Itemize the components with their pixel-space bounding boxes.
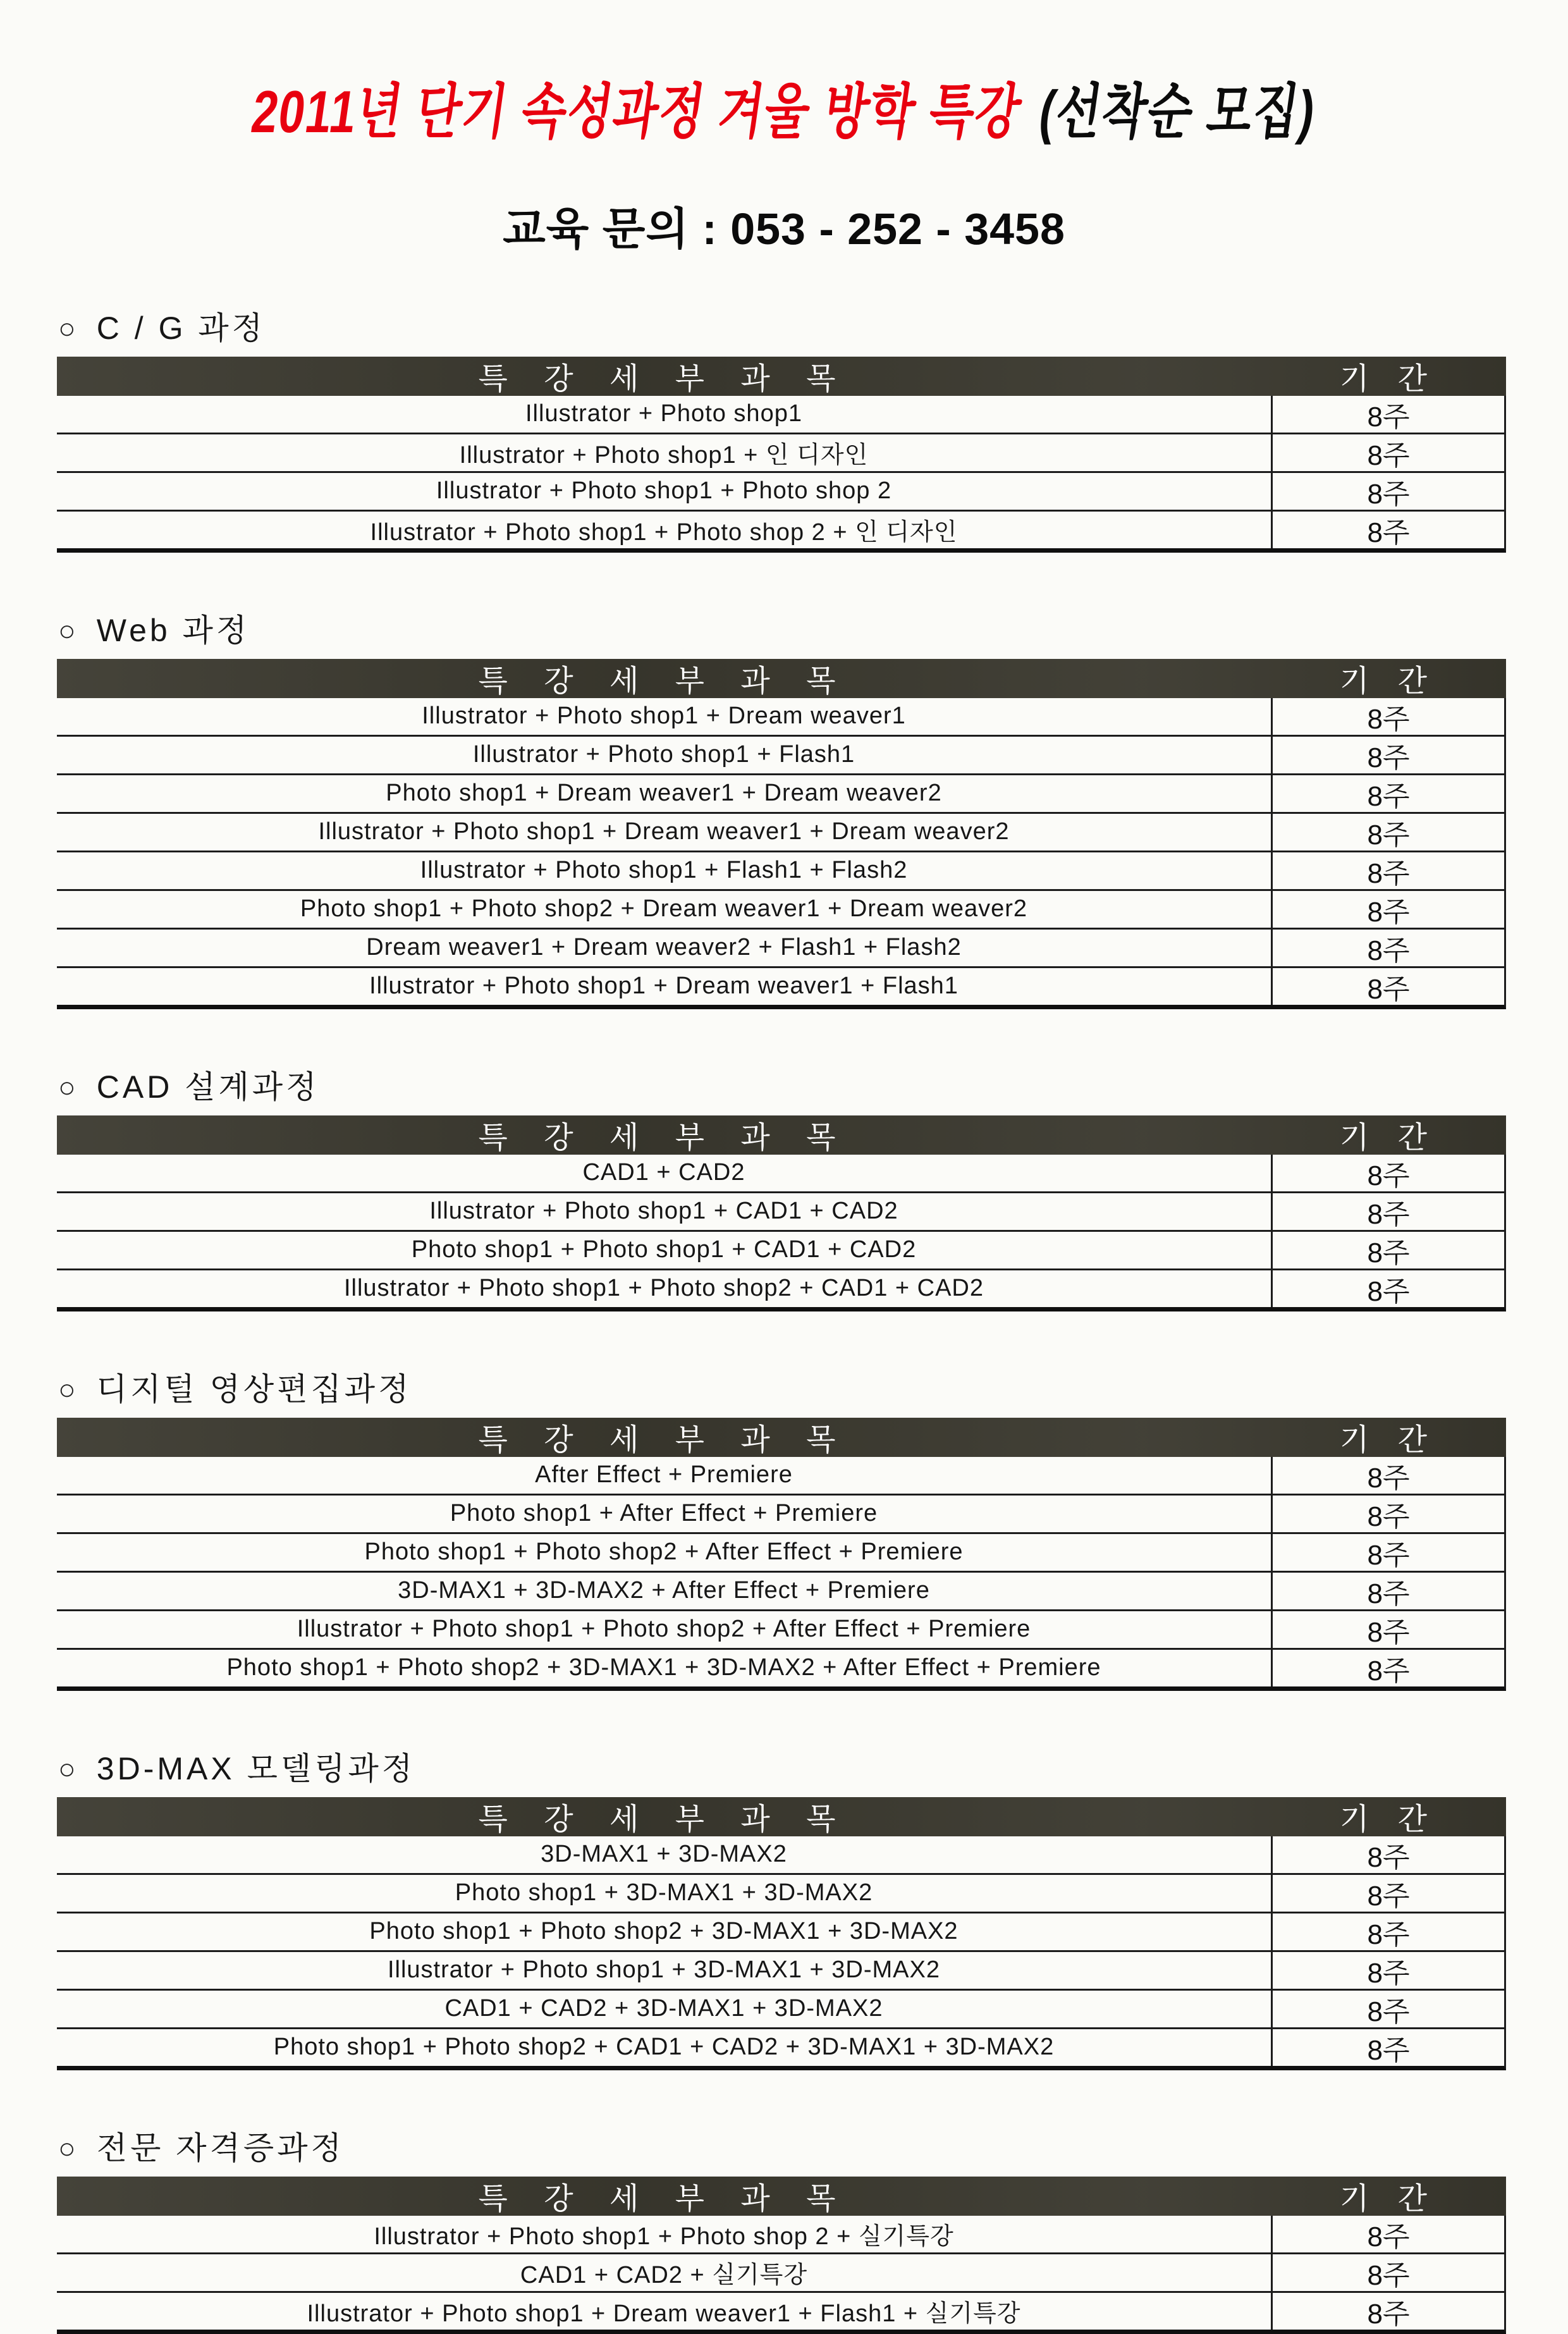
section-title bbox=[58, 1067, 1568, 1107]
table-header-row bbox=[57, 2177, 1506, 2216]
course-section bbox=[57, 1749, 1568, 2070]
row-subject-cell: Illustrator + Photo shop1 + Dream weaver1 + Flash1 bbox=[369, 973, 959, 1000]
row-duration-cell: 8주 bbox=[1271, 1952, 1504, 1989]
table-body bbox=[57, 1457, 1506, 1691]
column-header-duration: 기 간 bbox=[1339, 1121, 1438, 1155]
column-header-duration: 기 간 bbox=[1339, 362, 1438, 396]
circle-bullet-icon: ○ bbox=[58, 311, 79, 345]
column-header-subject: 특 강 세 부 과 목 bbox=[478, 2182, 850, 2216]
row-duration-cell: 8주 bbox=[1271, 1913, 1504, 1950]
page-title-note: (선착순 모집) bbox=[1035, 78, 1321, 145]
course-section bbox=[57, 611, 1568, 1009]
circle-bullet-icon: ○ bbox=[58, 2131, 79, 2165]
course-table bbox=[57, 357, 1506, 553]
row-duration-cell: 8주 bbox=[1271, 1573, 1504, 1609]
column-header-subject: 특 강 세 부 과 목 bbox=[478, 362, 850, 396]
row-duration-cell: 8주 bbox=[1271, 2254, 1504, 2291]
course-table bbox=[57, 2177, 1506, 2334]
row-duration-cell: 8주 bbox=[1271, 1991, 1504, 2027]
flyer-header bbox=[0, 0, 1568, 255]
row-subject-cell: Photo shop1 + Photo shop2 + 3D-MAX1 + 3D-MAX2 bbox=[369, 1918, 959, 1945]
table-row bbox=[57, 1155, 1504, 1193]
row-duration-cell: 8주 bbox=[1271, 968, 1504, 1005]
row-duration-cell: 8주 bbox=[1271, 2029, 1504, 2066]
row-duration-cell: 8주 bbox=[1271, 698, 1504, 735]
column-header-duration: 기 간 bbox=[1339, 665, 1438, 699]
row-subject-cell: Photo shop1 + 3D-MAX1 + 3D-MAX2 bbox=[455, 1879, 873, 1907]
circle-bullet-icon: ○ bbox=[58, 1372, 79, 1406]
section-title bbox=[58, 309, 1568, 348]
course-section bbox=[57, 1067, 1568, 1311]
column-header-duration: 기 간 bbox=[1339, 1423, 1438, 1458]
table-body bbox=[57, 698, 1506, 1009]
table-row bbox=[57, 1611, 1504, 1650]
row-subject-cell: Illustrator + Photo shop1 + Dream weaver1 + Flash1 + 실기특강 bbox=[307, 2300, 1021, 2328]
table-body bbox=[57, 396, 1506, 553]
row-duration-cell: 8주 bbox=[1271, 1836, 1504, 1873]
table-row bbox=[57, 1457, 1504, 1496]
table-row bbox=[57, 968, 1504, 1005]
section-title-text: CAD 설계과정 bbox=[96, 1069, 320, 1105]
table-row bbox=[57, 2293, 1504, 2330]
table-row bbox=[57, 1650, 1504, 1686]
row-subject-cell: Illustrator + Photo shop1 + Dream weaver1 bbox=[422, 703, 906, 730]
column-header-subject: 특 강 세 부 과 목 bbox=[478, 1423, 850, 1458]
row-duration-cell: 8주 bbox=[1271, 2293, 1504, 2330]
circle-bullet-icon: ○ bbox=[58, 613, 79, 647]
row-subject-cell: Illustrator + Photo shop1 + Flash1 + Flash2 bbox=[420, 857, 908, 884]
row-duration-cell: 8주 bbox=[1271, 1875, 1504, 1912]
row-duration-cell: 8주 bbox=[1271, 396, 1504, 433]
row-subject-cell: 3D-MAX1 + 3D-MAX2 bbox=[541, 1841, 787, 1868]
column-header-duration: 기 간 bbox=[1339, 2182, 1438, 2216]
circle-bullet-icon: ○ bbox=[58, 1070, 79, 1103]
course-section bbox=[57, 309, 1568, 553]
table-row bbox=[57, 852, 1504, 891]
table-row bbox=[57, 1952, 1504, 1991]
section-title bbox=[58, 2128, 1568, 2168]
row-duration-cell: 8주 bbox=[1271, 1155, 1504, 1191]
row-subject-cell: Illustrator + Photo shop1 bbox=[525, 400, 802, 427]
section-title bbox=[58, 1370, 1568, 1409]
table-row bbox=[57, 775, 1504, 814]
row-duration-cell: 8주 bbox=[1271, 1534, 1504, 1571]
table-row bbox=[57, 1573, 1504, 1611]
row-duration-cell: 8주 bbox=[1271, 1193, 1504, 1230]
section-title bbox=[58, 611, 1568, 650]
column-header-subject: 특 강 세 부 과 목 bbox=[478, 1121, 850, 1155]
table-row bbox=[57, 930, 1504, 968]
table-row bbox=[57, 891, 1504, 930]
table-row bbox=[57, 396, 1504, 434]
table-row bbox=[57, 1991, 1504, 2029]
circle-bullet-icon: ○ bbox=[58, 1752, 79, 1785]
table-row bbox=[57, 814, 1504, 852]
table-row bbox=[57, 1913, 1504, 1952]
table-row bbox=[57, 1534, 1504, 1573]
row-duration-cell: 8주 bbox=[1271, 1650, 1504, 1686]
table-row bbox=[57, 1270, 1504, 1307]
table-row bbox=[57, 1496, 1504, 1534]
section-title-text: C / G 과정 bbox=[96, 310, 266, 346]
row-duration-cell: 8주 bbox=[1271, 737, 1504, 773]
row-subject-cell: Illustrator + Photo shop1 + Photo shop 2 + 실기특강 bbox=[374, 2223, 954, 2251]
section-title-text: Web 과정 bbox=[96, 612, 250, 648]
row-subject-cell: Photo shop1 + After Effect + Premiere bbox=[450, 1500, 878, 1527]
table-row bbox=[57, 512, 1504, 548]
course-table bbox=[57, 659, 1506, 1009]
row-subject-cell: Illustrator + Photo shop1 + 인 디자인 bbox=[459, 442, 869, 469]
row-subject-cell: Photo shop1 + Photo shop2 + Dream weaver1 + Dream weaver2 bbox=[300, 895, 1028, 923]
contact-phone: 교육 문의 : 053 - 252 - 3458 bbox=[503, 204, 1065, 254]
course-section bbox=[57, 2128, 1568, 2334]
row-subject-cell: Illustrator + Photo shop1 + 3D-MAX1 + 3D-MAX2 bbox=[387, 1956, 940, 1984]
table-row bbox=[57, 698, 1504, 737]
row-subject-cell: Illustrator + Photo shop1 + Photo shop2 + After Effect + Premiere bbox=[297, 1616, 1031, 1643]
row-subject-cell: Illustrator + Photo shop1 + Flash1 bbox=[472, 741, 855, 768]
row-subject-cell: Illustrator + Photo shop1 + Photo shop2 + CAD1 + CAD2 bbox=[343, 1275, 984, 1302]
course-table bbox=[57, 1418, 1506, 1691]
column-header-duration: 기 간 bbox=[1339, 1803, 1438, 1837]
section-title-text: 3D-MAX 모델링과정 bbox=[96, 1750, 416, 1786]
row-duration-cell: 8주 bbox=[1271, 1496, 1504, 1532]
row-duration-cell: 8주 bbox=[1271, 512, 1504, 548]
row-subject-cell: Illustrator + Photo shop1 + Photo shop 2 bbox=[436, 477, 892, 505]
course-section bbox=[57, 1370, 1568, 1691]
course-sections bbox=[0, 309, 1568, 2334]
course-table bbox=[57, 1115, 1506, 1311]
row-duration-cell: 8주 bbox=[1271, 775, 1504, 812]
row-subject-cell: Dream weaver1 + Dream weaver2 + Flash1 + Flash2 bbox=[366, 934, 962, 961]
table-row bbox=[57, 473, 1504, 512]
row-subject-cell: 3D-MAX1 + 3D-MAX2 + After Effect + Premiere bbox=[398, 1577, 930, 1604]
row-duration-cell: 8주 bbox=[1271, 1611, 1504, 1648]
table-row bbox=[57, 2029, 1504, 2066]
row-subject-cell: Photo shop1 + Dream weaver1 + Dream weaver2 bbox=[386, 780, 942, 807]
row-subject-cell: CAD1 + CAD2 + 3D-MAX1 + 3D-MAX2 bbox=[444, 1995, 883, 2022]
row-duration-cell: 8주 bbox=[1271, 434, 1504, 471]
row-duration-cell: 8주 bbox=[1271, 930, 1504, 966]
table-row bbox=[57, 1875, 1504, 1913]
row-subject-cell: Photo shop1 + Photo shop1 + CAD1 + CAD2 bbox=[411, 1236, 917, 1263]
table-header-row bbox=[57, 1797, 1506, 1836]
course-table bbox=[57, 1797, 1506, 2070]
page-title-main: 2011년 단기 속성과정 겨울 방학 특강 bbox=[247, 78, 1026, 145]
row-subject-cell: CAD1 + CAD2 + 실기특강 bbox=[520, 2262, 808, 2289]
section-title-text: 디지털 영상편집과정 bbox=[96, 1371, 412, 1407]
row-duration-cell: 8주 bbox=[1271, 852, 1504, 889]
row-subject-cell: CAD1 + CAD2 bbox=[582, 1159, 745, 1186]
section-title bbox=[58, 1749, 1568, 1788]
section-title-text: 전문 자격증과정 bbox=[96, 2130, 345, 2166]
table-header-row bbox=[57, 1115, 1506, 1155]
table-row bbox=[57, 1193, 1504, 1232]
row-duration-cell: 8주 bbox=[1271, 814, 1504, 851]
table-header-row bbox=[57, 357, 1506, 396]
table-row bbox=[57, 2216, 1504, 2254]
row-duration-cell: 8주 bbox=[1271, 2216, 1504, 2252]
row-subject-cell: Photo shop1 + Photo shop2 + 3D-MAX1 + 3D-MAX2 + After Effect + Premiere bbox=[226, 1654, 1101, 1681]
table-row bbox=[57, 434, 1504, 473]
table-row bbox=[57, 1836, 1504, 1875]
row-subject-cell: Photo shop1 + Photo shop2 + CAD1 + CAD2 + 3D-MAX1 + 3D-MAX2 bbox=[273, 2034, 1055, 2061]
table-body bbox=[57, 2216, 1506, 2334]
table-body bbox=[57, 1836, 1506, 2070]
row-duration-cell: 8주 bbox=[1271, 891, 1504, 928]
row-duration-cell: 8주 bbox=[1271, 473, 1504, 510]
row-duration-cell: 8주 bbox=[1271, 1232, 1504, 1268]
row-subject-cell: Illustrator + Photo shop1 + Dream weaver1 + Dream weaver2 bbox=[318, 818, 1010, 845]
row-subject-cell: Illustrator + Photo shop1 + CAD1 + CAD2 bbox=[429, 1198, 898, 1225]
table-header-row bbox=[57, 1418, 1506, 1457]
page-title bbox=[246, 68, 1321, 156]
row-subject-cell: Photo shop1 + Photo shop2 + After Effect + Premiere bbox=[364, 1539, 964, 1566]
row-duration-cell: 8주 bbox=[1271, 1457, 1504, 1494]
table-row bbox=[57, 1232, 1504, 1270]
row-duration-cell: 8주 bbox=[1271, 1270, 1504, 1307]
table-body bbox=[57, 1155, 1506, 1311]
table-header-row bbox=[57, 659, 1506, 698]
column-header-subject: 특 강 세 부 과 목 bbox=[478, 665, 850, 699]
row-subject-cell: After Effect + Premiere bbox=[535, 1461, 793, 1489]
column-header-subject: 특 강 세 부 과 목 bbox=[478, 1803, 850, 1837]
table-row bbox=[57, 2254, 1504, 2293]
table-row bbox=[57, 737, 1504, 775]
row-subject-cell: Illustrator + Photo shop1 + Photo shop 2 + 인 디자인 bbox=[370, 519, 958, 546]
